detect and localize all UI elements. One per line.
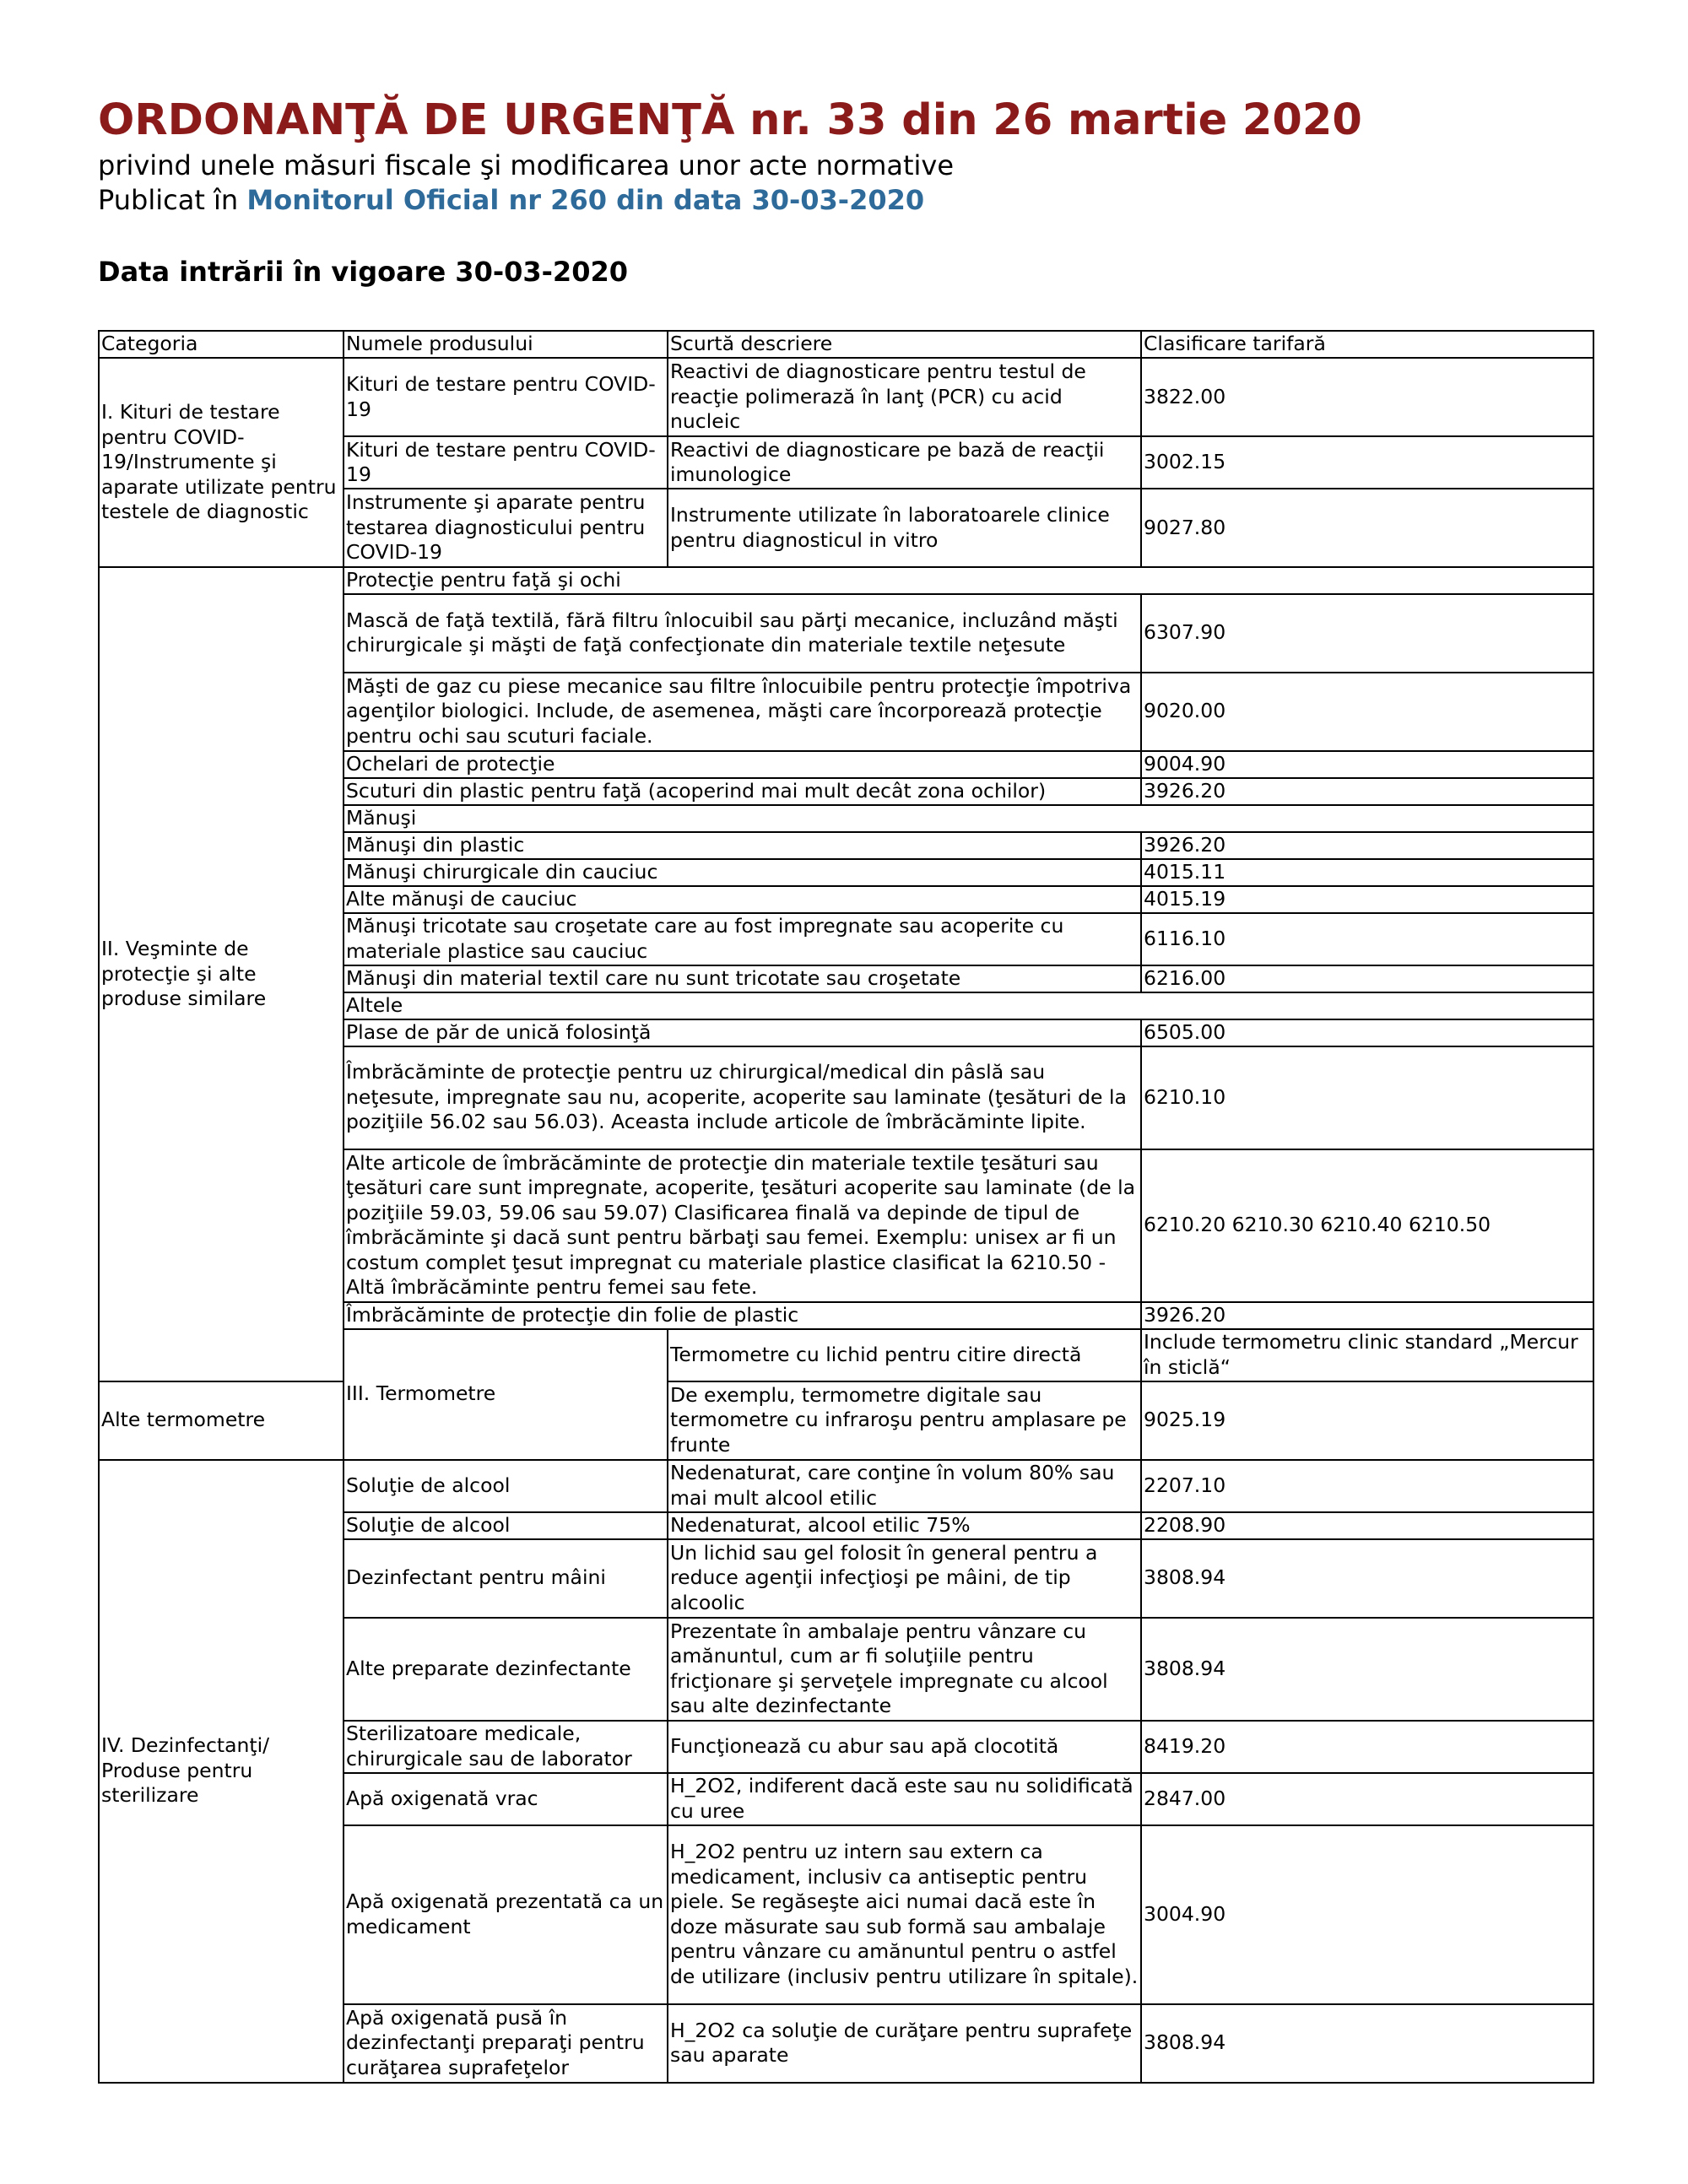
tariff-code: 6216.00 — [1141, 965, 1593, 992]
description: Mască de faţă textilă, fără filtru înlocuibil sau părţi mecanice, incluzând măşti chirurgicale şi măşti de faţă confecţionate din materiale textile neţesute — [344, 594, 1141, 673]
tariff-code: 3822.00 — [1141, 358, 1593, 436]
product-name: Apă oxigenată vrac — [344, 1773, 668, 1825]
subsection-heading: Protecţie pentru faţă şi ochi — [344, 567, 1593, 594]
description: Măşti de gaz cu piese mecanice sau filtre înlocuibile pentru protecţie împotriva agenţilor biologici. Include, de asemenea, măşti care încorporează protecţie pentru ochi sau scuturi faciale. — [344, 673, 1141, 751]
tariff-code: 2847.00 — [1141, 1773, 1593, 1825]
description: Alte articole de îmbrăcăminte de protecţie din materiale textile ţesături sau ţesături care sunt impregnate, acoperite, ţesături acoperite sau laminate (de la poziţiile 59.03, 59.06 sau 59.07) Clasificarea finală va depinde de tipul de îmbrăcăminte şi dacă sunt pentru bărbaţi sau femei. Exemplu: unisex ar fi un costum complet ţesut impregnat cu materiale plastice clasificat la 6210.50 - Altă îmbrăcăminte pentru femei sau fete. — [344, 1149, 1141, 1302]
table-header-row — [99, 331, 1593, 358]
description: Îmbrăcăminte de protecţie pentru uz chirurgical/medical din pâslă sau neţesute, impregnate sau nu, acoperite, acoperite sau laminate (ţesături de la poziţiile 56.02 sau 56.03). Aceasta include articole de îmbrăcăminte lipite. — [344, 1046, 1141, 1149]
publication-line — [98, 182, 1600, 218]
description: Nedenaturat, care conţine în volum 80% sau mai mult alcool etilic — [668, 1460, 1141, 1512]
product-name: Alte preparate dezinfectante — [344, 1618, 668, 1721]
table-row — [99, 1381, 1593, 1460]
tariff-code: 3002.15 — [1141, 436, 1593, 489]
in-force-date: Data intrării în vigoare 30-03-2020 — [98, 256, 628, 288]
table-row — [99, 1460, 1593, 1512]
description: Scuturi din plastic pentru faţă (acoperind mai mult decât zona ochilor) — [344, 778, 1141, 805]
document-title: ORDONANŢĂ DE URGENŢĂ nr. 33 din 26 martie 2020 — [98, 95, 1362, 145]
product-name: Soluţie de alcool — [344, 1460, 668, 1512]
tariff-code: 3808.94 — [1141, 1539, 1593, 1618]
description: Funcţionează cu abur sau apă clocotită — [668, 1721, 1141, 1773]
tariff-code: 8419.20 — [1141, 1721, 1593, 1773]
header-product-name: Numele produsului — [344, 331, 668, 358]
tariff-code: 6505.00 — [1141, 1019, 1593, 1046]
tariff-code: 4015.11 — [1141, 859, 1593, 886]
description: Alte mănuşi de cauciuc — [344, 886, 1141, 913]
product-name: Dezinfectant pentru mâini — [344, 1539, 668, 1618]
description: H_2O2, indiferent dacă este sau nu solidificată cu uree — [668, 1773, 1141, 1825]
tariff-code: 3926.20 — [1141, 1302, 1593, 1329]
tariff-code: 6210.10 — [1141, 1046, 1593, 1149]
description: Îmbrăcăminte de protecţie din folie de plastic — [344, 1302, 1141, 1329]
description: Mănuşi chirurgicale din cauciuc — [344, 859, 1141, 886]
product-name: Soluţie de alcool — [344, 1512, 668, 1539]
description: Prezentate în ambalaje pentru vânzare cu amănuntul, cum ar fi soluţiile pentru fricţionare şi şerveţele impregnate cu alcool sau alte dezinfectante — [668, 1618, 1141, 1721]
tariff-code: 4015.19 — [1141, 886, 1593, 913]
description: H_2O2 pentru uz intern sau extern ca medicament, inclusiv ca antiseptic pentru piele. Se regăseşte aici numai dacă este în doze măsurate sau sub formă sau ambalaje pentru vânzare cu amănuntul pentru o astfel de utilizare (inclusiv pentru utilizare în spitale). — [668, 1825, 1141, 2004]
description: Mănuşi din plastic — [344, 832, 1141, 859]
product-name: Alte termometre — [99, 1381, 344, 1460]
tariff-code: 9020.00 — [1141, 673, 1593, 751]
tariff-code: 9004.90 — [1141, 751, 1593, 778]
document-subtitle: privind unele măsuri fiscale şi modificarea unor acte normative — [98, 149, 955, 181]
tariff-code: 9027.80 — [1141, 489, 1593, 567]
tariff-code: 2208.90 — [1141, 1512, 1593, 1539]
description: Plase de păr de unică folosinţă — [344, 1019, 1141, 1046]
monitorul-oficial-link[interactable]: Monitorul Oficial nr 260 din data 30-03-2020 — [246, 184, 925, 216]
tariff-code: 3926.20 — [1141, 778, 1593, 805]
product-name: Kituri de testare pentru COVID-19 — [344, 358, 668, 436]
product-name: Apă oxigenată prezentată ca un medicament — [344, 1825, 668, 2004]
tariff-code: 3808.94 — [1141, 2004, 1593, 2083]
tariff-code: 3808.94 — [1141, 1618, 1593, 1721]
tariff-code: 3926.20 — [1141, 832, 1593, 859]
product-name: Kituri de testare pentru COVID-19 — [344, 436, 668, 489]
product-name: Instrumente şi aparate pentru testarea diagnosticului pentru COVID-19 — [344, 489, 668, 567]
subsection-heading: Mănuşi — [344, 805, 1593, 832]
product-name: Sterilizatoare medicale, chirurgicale sau de laborator — [344, 1721, 668, 1773]
tariff-code: 9025.19 — [1141, 1381, 1593, 1460]
header-category: Categoria — [99, 331, 344, 358]
product-name: Termometre cu lichid pentru citire directă — [668, 1329, 1141, 1381]
header-tariff: Clasificare tarifară — [1141, 331, 1593, 358]
table-row — [99, 567, 1593, 594]
description: Instrumente utilizate în laboratoarele clinice pentru diagnosticul in vitro — [668, 489, 1141, 567]
tariff-code: 6210.20 6210.30 6210.40 6210.50 — [1141, 1149, 1593, 1302]
tariff-code: 3004.90 — [1141, 1825, 1593, 2004]
description: H_2O2 ca soluţie de curăţare pentru suprafeţe sau aparate — [668, 2004, 1141, 2083]
header-description: Scurtă descriere — [668, 331, 1141, 358]
category-cell: IV. Dezinfectanţi/ Produse pentru sterilizare — [99, 1460, 344, 2083]
table-row — [99, 358, 1593, 436]
publication-prefix: Publicat în — [98, 184, 247, 216]
tariff-table — [98, 330, 1594, 2084]
product-name: Apă oxigenată pusă în dezinfectanţi preparaţi pentru curăţarea suprafeţelor — [344, 2004, 668, 2083]
description: Ochelari de protecţie — [344, 751, 1141, 778]
category-cell: II. Veşminte de protecţie şi alte produse similare — [99, 567, 344, 1381]
category-cell: I. Kituri de testare pentru COVID-19/Instrumente şi aparate utilizate pentru testele de diagnostic — [99, 358, 344, 567]
description: Include termometru clinic standard „Mercur în sticlă“ — [1141, 1329, 1593, 1381]
description: Mănuşi din material textil care nu sunt tricotate sau croşetate — [344, 965, 1141, 992]
description: Nedenaturat, alcool etilic 75% — [668, 1512, 1141, 1539]
description: De exemplu, termometre digitale sau termometre cu infraroşu pentru amplasare pe frunte — [668, 1381, 1141, 1460]
description: Reactivi de diagnosticare pentru testul de reacţie polimerază în lanţ (PCR) cu acid nucleic — [668, 358, 1141, 436]
subsection-heading: Altele — [344, 992, 1593, 1019]
description: Mănuşi tricotate sau croşetate care au fost impregnate sau acoperite cu materiale plastice sau cauciuc — [344, 913, 1141, 965]
description: Reactivi de diagnosticare pe bază de reacţii imunologice — [668, 436, 1141, 489]
description: Un lichid sau gel folosit în general pentru a reduce agenţii infecţioşi pe mâini, de tip alcoolic — [668, 1539, 1141, 1618]
document-header — [98, 93, 1600, 218]
tariff-code: 6116.10 — [1141, 913, 1593, 965]
category-cell: III. Termometre — [344, 1329, 668, 1460]
tariff-code: 6307.90 — [1141, 594, 1593, 673]
tariff-code: 2207.10 — [1141, 1460, 1593, 1512]
